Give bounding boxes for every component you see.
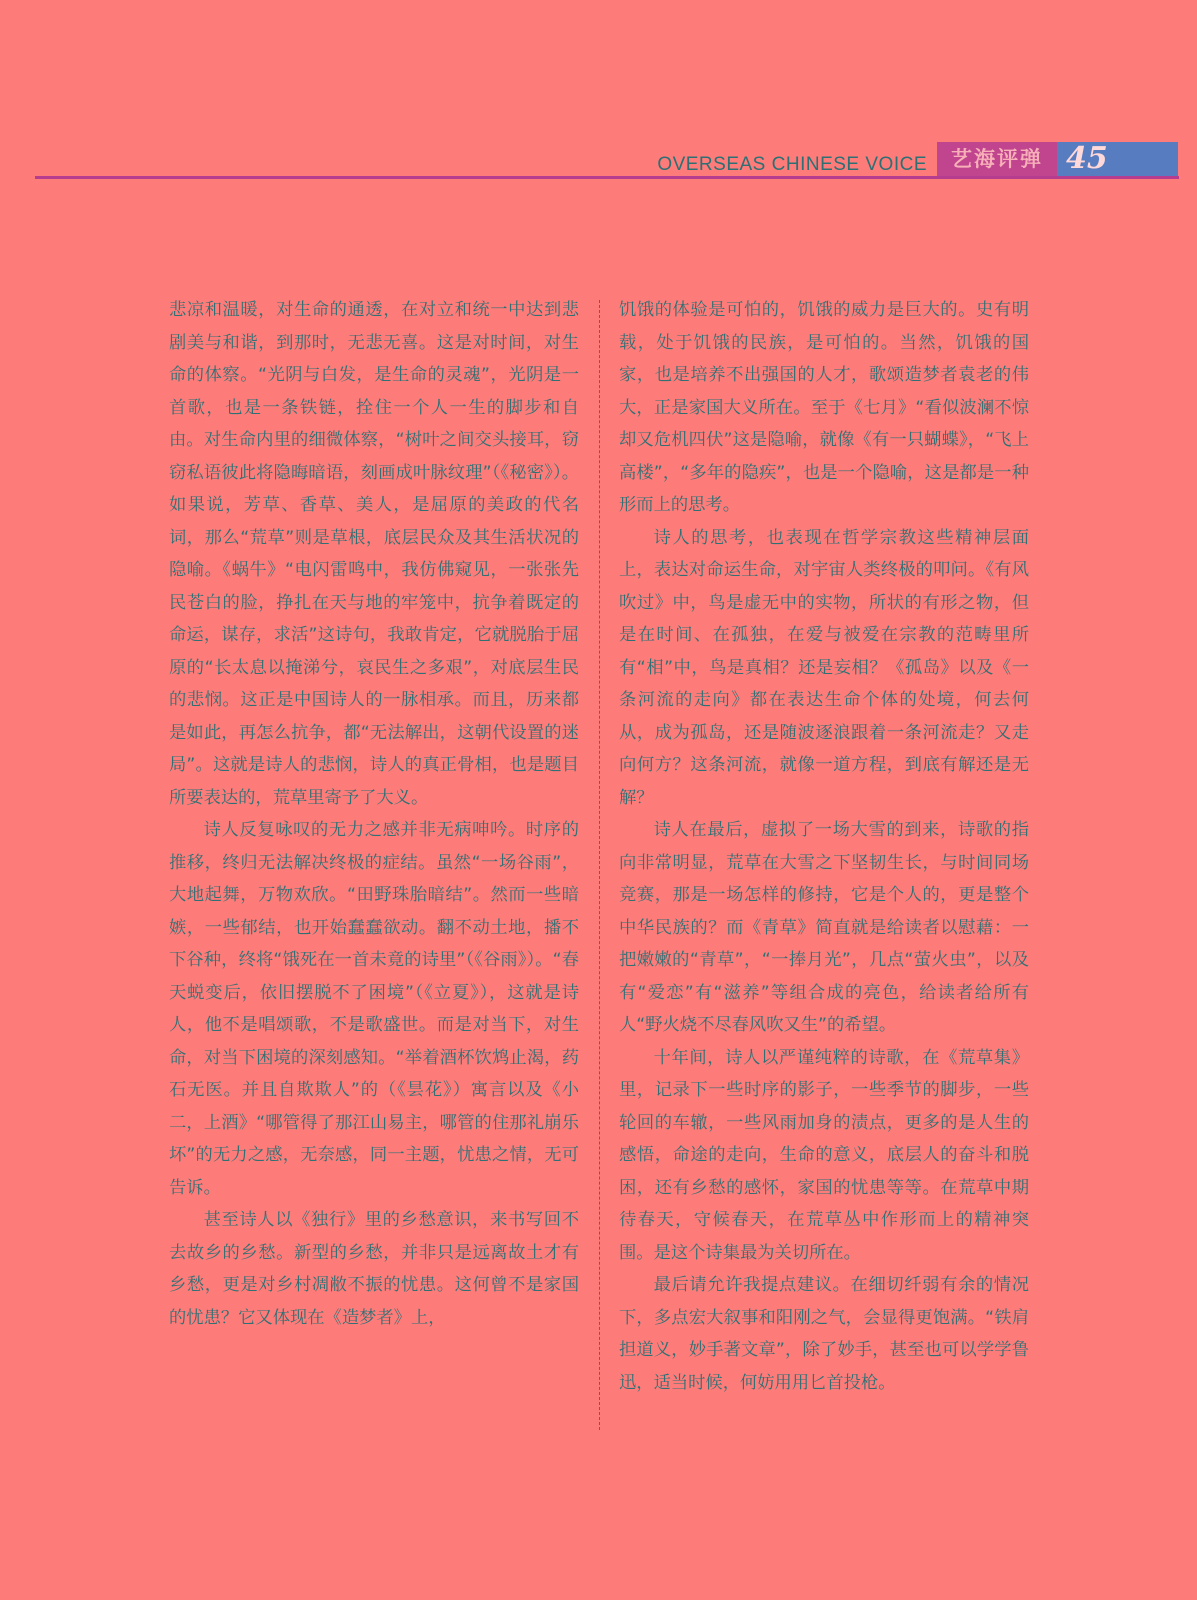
paragraph: 甚至诗人以《独行》里的乡愁意识，来书写回不去故乡的乡愁。新型的乡愁，并非只是远离故土才有乡愁，更是对乡村凋敝不振的忧患。这何曾不是家国的忧患？它又体现在《造梦者》上，	[169, 1210, 579, 1328]
paragraph: 诗人在最后，虚拟了一场大雪的到来，诗歌的指向非常明显，荒草在大雪之下坚韧生长，与时间同场竞赛，那是一场怎样的修持，它是个人的，更是整个中华民族的？而《青草》简直就是给读者以慰藉：一把嫩嫩的“青草”，“一捧月光”，几点“萤火虫”，以及有“爱恋”有“滋养”等组合成的亮色，给读者给所有人“野火烧不尽春风吹又生”的希望。	[619, 820, 1029, 1035]
paragraph: 十年间，诗人以严谨纯粹的诗歌，在《荒草集》里，记录下一些时序的影子，一些季节的脚步，一些轮回的车辙，一些风雨加身的渍点，更多的是人生的感悟，命途的走向，生命的意义，底层人的奋斗和脱困，还有乡愁的感怀，家国的忧患等等。在荒草中期待春天，守候春天，在荒草丛中作形而上的精神突围。是这个诗集最为关切所在。	[619, 1047, 1029, 1263]
page-header	[0, 0, 1197, 200]
paragraph: 饥饿的体验是可怕的，饥饿的威力是巨大的。史有明载，处于饥饿的民族，是可怕的。当然，饥饿的国家，也是培养不出强国的人才，歌颂造梦者袁老的伟大，正是家国大义所在。至于《七月》“看似波澜不惊却又危机四伏”这是隐喻，就像《有一只蝴蝶》，“飞上高楼”，“多年的隐疾”，也是一个隐喻，这是都是一种形而上的思考。	[619, 300, 1029, 515]
left-column	[169, 294, 579, 1334]
page-number: 45	[1057, 142, 1178, 178]
header-rule	[35, 176, 1179, 179]
right-column	[619, 294, 1029, 1399]
paragraph: 诗人的思考，也表现在哲学宗教这些精神层面上，表达对命运生命，对宇宙人类终极的叩问。《有风吹过》中，鸟是虚无中的实物，所状的有形之物，但是在时间、在孤独，在爱与被爱在宗教的范畴里所有“相”中，鸟是真相？还是妄相？《孤岛》以及《一条河流的走向》都在表达生命个体的处境，何去何从，成为孤岛，还是随波逐浪跟着一条河流走？又走向何方？这条河流，就像一道方程，到底有解还是无解？	[619, 527, 1029, 808]
paragraph: 最后请允许我提点建议。在细切纤弱有余的情况下，多点宏大叙事和阳刚之气，会显得更饱满。“铁肩担道义，妙手著文章”，除了妙手，甚至也可以学学鲁迅，适当时候，何妨用用匕首投枪。	[619, 1275, 1029, 1393]
section-tag: 艺海评弹	[937, 142, 1057, 176]
magazine-name: OVERSEAS CHINESE VOICE	[657, 154, 927, 175]
paragraph: 悲凉和温暖，对生命的通透，在对立和统一中达到悲剧美与和谐，到那时，无悲无喜。这是对时间，对生命的体察。“光阴与白发，是生命的灵魂”，光阴是一首歌，也是一条铁链，拴住一个人一生的脚步和自由。对生命内里的细微体察，“树叶之间交头接耳，窃窃私语彼此将隐晦暗语，刻画成叶脉纹理”（《秘密》）。如果说，芳草、香草、美人，是屈原的美政的代名词，那么“荒草”则是草根，底层民众及其生活状况的隐喻。《蜗牛》“电闪雷鸣中，我仿佛窥见，一张张先民苍白的脸，挣扎在天与地的牢笼中，抗争着既定的命运，谋存，求活”这诗句，我敢肯定，它就脱胎于屈原的“长太息以掩涕兮，哀民生之多艰”，对底层生民的悲悯。这正是中国诗人的一脉相承。而且，历来都是如此，再怎么抗争，都“无法解出，这朝代设置的迷局”。这就是诗人的悲悯，诗人的真正骨相，也是题目所要表达的，荒草里寄予了大义。	[169, 300, 579, 808]
column-divider	[599, 300, 600, 1430]
paragraph: 诗人反复咏叹的无力之感并非无病呻吟。时序的推移，终归无法解决终极的症结。虽然“一场谷雨”，大地起舞，万物欢欣。“田野珠胎暗结”。然而一些暗嫉，一些郁结，也开始蠢蠢欲动。翻不动土地，播不下谷种，终将“饿死在一首未竟的诗里”（《谷雨》）。“春天蜕变后，依旧摆脱不了困境”（《立夏》），这就是诗人，他不是唱颂歌，不是歌盛世。而是对当下，对生命，对当下困境的深刻感知。“举着酒杯饮鸩止渴，药石无医。并且自欺欺人”的（《昙花》）寓言以及《小二，上酒》“哪管得了那江山易主，哪管的住那礼崩乐坏”的无力之感，无奈感，同一主题，忧患之情，无可告诉。	[169, 820, 579, 1198]
